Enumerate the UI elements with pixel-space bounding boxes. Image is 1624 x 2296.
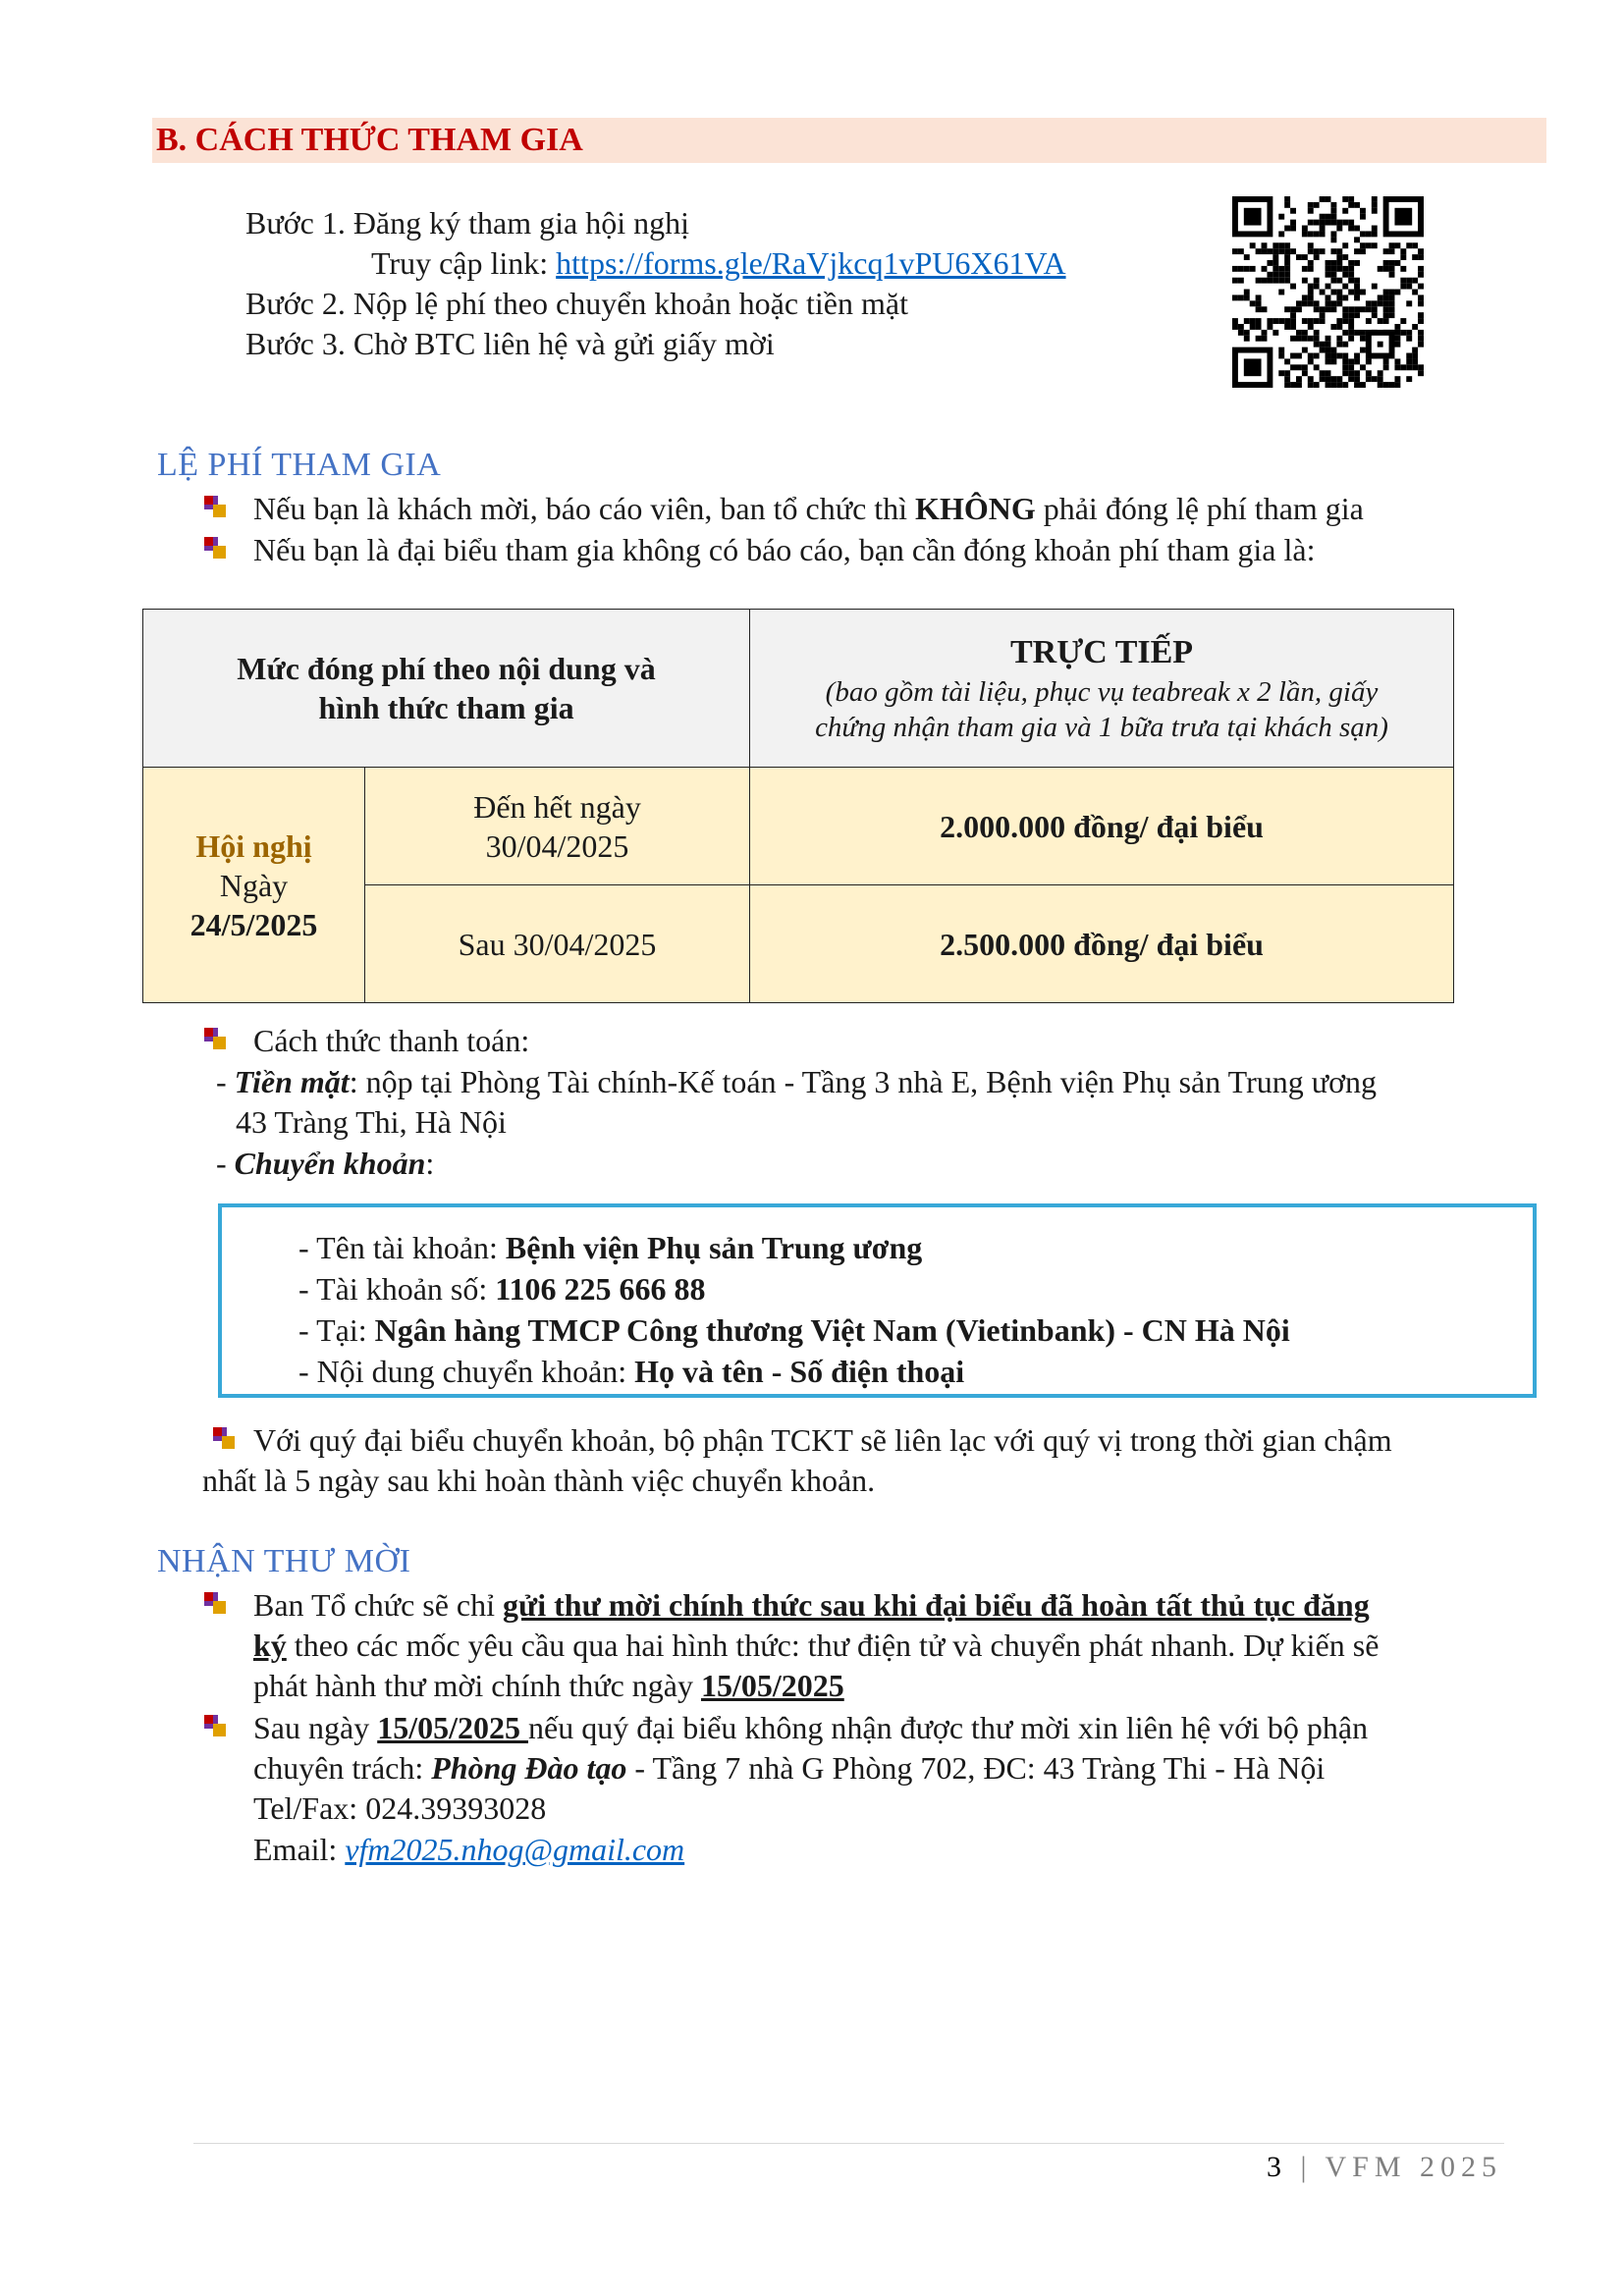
invite-b1-middle: theo các mốc yêu cầu qua hai hình thức: thư điện tử và chuyển phát nhanh. Dự kiến sẽ	[286, 1628, 1380, 1663]
step-2: Bước 2. Nộp lệ phí theo chuyển khoản hoặc tiền mặt	[245, 286, 908, 321]
qr-code-icon	[1232, 196, 1424, 388]
invite-b1-emphasis-end: ký	[253, 1628, 287, 1663]
invite-bullet-2-line-1	[253, 1708, 1368, 1747]
header-left-line-1: Mức đóng phí theo nội dung và	[237, 651, 656, 686]
footer-separator: |	[1287, 2151, 1326, 2183]
invite-b2-date: 15/05/2025	[377, 1710, 528, 1745]
cash-label: Tiền mặt	[234, 1064, 350, 1099]
fee-bullet-2: Nếu bạn là đại biểu tham gia không có báo cáo, bạn cần đóng khoản phí tham gia là:	[253, 532, 1316, 567]
conference-date: 24/5/2025	[189, 906, 318, 942]
section-b-header	[152, 118, 1546, 163]
invite-b2-start: Sau ngày	[253, 1710, 378, 1745]
bank-content-label: - Nội dung chuyển khoản:	[298, 1354, 635, 1389]
fee-cell-1: 2.000.000 đồng/ đại biểu	[750, 768, 1454, 885]
email-label: Email:	[253, 1832, 346, 1867]
header-right-sub-1: (bao gồm tài liệu, phục vụ teabreak x 2 lần, giấy	[825, 676, 1379, 708]
invite-b2-dept: Phòng Đào tạo	[431, 1750, 627, 1786]
transfer-line	[216, 1144, 434, 1183]
section-b-title: B. CÁCH THỨC THAM GIA	[156, 122, 583, 158]
period-1-line-2: 30/04/2025	[485, 828, 629, 864]
invite-b2-dept-label: chuyên trách:	[253, 1750, 432, 1786]
access-prefix: Truy cập link:	[371, 245, 557, 281]
period-cell-2: Sau 30/04/2025	[365, 885, 750, 1003]
header-right-sub-2: chứng nhận tham gia và 1 bữa trưa tại khách sạn)	[815, 712, 1388, 743]
period-1-line-1: Đến hết ngày	[473, 788, 641, 825]
conference-cell	[143, 768, 365, 1003]
arrow-bullet-icon	[202, 535, 228, 561]
invite-b1-release: phát hành thư mời chính thức ngày	[253, 1668, 701, 1703]
table-header-left	[143, 610, 750, 768]
tel-fax: Tel/Fax: 024.39393028	[253, 1790, 547, 1826]
cash-line	[216, 1062, 1377, 1101]
bank-account-value: 1106 225 666 88	[495, 1271, 706, 1307]
fee-bullet-1-tail: phải đóng lệ phí tham gia	[1035, 491, 1364, 526]
arrow-bullet-icon	[211, 1425, 237, 1451]
arrow-bullet-icon	[202, 494, 228, 519]
invite-bullet-2-line-2	[253, 1748, 1325, 1788]
bank-content-value: Họ và tên - Số điện thoại	[634, 1354, 965, 1389]
bank-name-value: Bệnh viện Phụ sản Trung ương	[505, 1230, 923, 1265]
fee-bullet-1	[253, 489, 1364, 528]
bank-name-label: - Tên tài khoản:	[298, 1230, 506, 1265]
fee-heading: LỆ PHÍ THAM GIA	[157, 447, 442, 483]
bank-info-box	[218, 1203, 1537, 1398]
bank-branch-value: Ngân hàng TMCP Công thương Việt Nam (Vietinbank) - CN Hà Nội	[374, 1312, 1290, 1348]
step-3: Bước 3. Chờ BTC liên hệ và gửi giấy mời	[245, 326, 775, 361]
email-link[interactable]: vfm2025.nhog@gmail.com	[345, 1832, 685, 1867]
page-number: 3	[1267, 2151, 1287, 2183]
fee-cell-2: 2.500.000 đồng/ đại biểu	[750, 885, 1454, 1003]
email-line	[253, 1830, 684, 1869]
table-header-right	[750, 610, 1454, 768]
bank-account-line	[298, 1269, 706, 1308]
footer-divider	[193, 2143, 1504, 2144]
invite-b1-emphasis: gửi thư mời chính thức sau khi đại biểu đã hoàn tất thủ tục đăng	[503, 1587, 1370, 1623]
arrow-bullet-icon	[202, 1590, 228, 1616]
invite-heading: NHẬN THƯ MỜI	[157, 1543, 411, 1579]
header-left-line-2: hình thức tham gia	[318, 690, 574, 725]
page-footer	[1267, 2148, 1502, 2187]
bank-content-line	[298, 1352, 964, 1391]
payment-bullet: Cách thức thanh toán:	[253, 1023, 530, 1058]
bank-account-label: - Tài khoản số:	[298, 1271, 496, 1307]
arrow-bullet-icon	[202, 1026, 228, 1051]
arrow-bullet-icon	[202, 1713, 228, 1738]
bank-branch-line	[298, 1310, 1290, 1350]
transfer-dash: -	[216, 1146, 235, 1181]
footer-label: VFM 2025	[1325, 2151, 1502, 2183]
period-cell-1	[365, 768, 750, 885]
invite-b2-address: - Tầng 7 nhà G Phòng 702, ĐC: 43 Tràng Thi - Hà Nội	[626, 1750, 1326, 1786]
conference-label: Hội nghị	[195, 828, 312, 864]
transfer-colon: :	[425, 1146, 435, 1181]
invite-bullet-1-line-3	[253, 1666, 844, 1705]
bank-name-line	[298, 1228, 922, 1267]
cash-line-2: 43 Tràng Thi, Hà Nội	[236, 1104, 507, 1140]
invite-b2-text: nếu quý đại biểu không nhận được thư mời xin liên hệ với bộ phận	[527, 1710, 1369, 1745]
transfer-note-2: nhất là 5 ngày sau khi hoàn thành việc chuyển khoản.	[202, 1463, 876, 1498]
invite-bullet-1-line-1	[253, 1585, 1370, 1625]
access-line	[371, 243, 1066, 283]
cash-dash: -	[216, 1064, 235, 1099]
header-right-title: TRỰC TIẾP	[1009, 634, 1194, 670]
invite-b1-date: 15/05/2025	[700, 1668, 844, 1703]
invite-b1-start: Ban Tổ chức sẽ chỉ	[253, 1587, 504, 1623]
conference-day-label: Ngày	[219, 867, 289, 903]
invite-bullet-1-line-2	[253, 1626, 1379, 1665]
transfer-label: Chuyển khoản	[234, 1146, 426, 1181]
registration-link[interactable]: https://forms.gle/RaVjkcq1vPU6X61VA	[556, 245, 1066, 281]
fee-bullet-1-text: Nếu bạn là khách mời, báo cáo viên, ban tổ chức thì	[253, 491, 916, 526]
bank-branch-label: - Tại:	[298, 1312, 375, 1348]
cash-text: : nộp tại Phòng Tài chính-Kế toán - Tầng 3 nhà E, Bệnh viện Phụ sản Trung ương	[349, 1064, 1378, 1099]
step-1: Bước 1. Đăng ký tham gia hội nghị	[245, 205, 689, 240]
fee-bullet-1-emphasis: KHÔNG	[915, 491, 1036, 526]
transfer-note-1: Với quý đại biểu chuyển khoản, bộ phận TCKT sẽ liên lạc với quý vị trong thời gian chậm	[253, 1422, 1392, 1458]
fee-table	[142, 609, 1454, 1003]
